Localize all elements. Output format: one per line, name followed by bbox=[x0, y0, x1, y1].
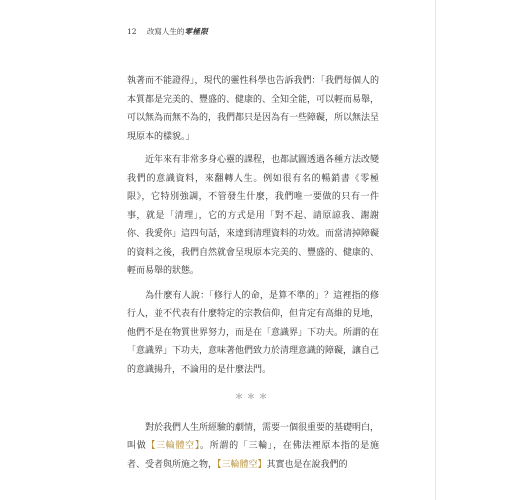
paragraph-1: 執著而不能證得」，現代的靈性科學也告訴我們：「我們每個人的本質都是完美的、豐盛的、健康的、全知全能，可以輕而易舉，可以無為而無不為的，我們都只是因為有一些障礙，所以無法呈現原本的樣貌。」 bbox=[127, 76, 380, 142]
highlight-term: 【三輪體空】 bbox=[146, 441, 201, 451]
paragraph-4-text-c: 其實也是在說我們的 bbox=[266, 459, 348, 470]
page-number: 12 bbox=[127, 27, 137, 36]
page-gutter bbox=[436, 0, 520, 500]
paragraph-4-text-b: 。所謂的「三輪」，在佛法裡原本指的是施者、受者與所施之物， bbox=[127, 441, 379, 470]
page-header bbox=[127, 27, 208, 37]
running-title-brand: 零極限 bbox=[184, 27, 209, 36]
paragraph-4 bbox=[127, 419, 379, 475]
page-body bbox=[127, 72, 379, 474]
section-separator: ＊＊＊ bbox=[235, 392, 271, 401]
running-title: 改寫人生的 bbox=[146, 27, 185, 36]
paragraph-4-text-a: 對於我們人生所經驗的劇情，需要一個很重要的基礎明白，叫做 bbox=[127, 422, 380, 451]
paragraph-3: 為什麼有人說：「修行人的命，是算不準的」？這裡指的修行人，並不代表有什麼特定的宗教信仰，但肯定有高維的見地，他們不是在物質世界努力，而是在「意識界」下功夫。所謂的在「意識界」下功夫，意味著他們致力於清理意識的障礙，讓自己的意識揚升，不論用的是什麼法門。 bbox=[127, 290, 380, 375]
highlight-term: 【三輪體空】 bbox=[217, 459, 267, 470]
paragraph-2: 近年來有非常多身心靈的課程，也都試圖透過各種方法改變我們的意識資料，來翻轉人生。例如很有名的暢銷書《零極限》，它特別強調，不管發生什麼，我們唯一要做的只有一件事，就是「清理」，它的方式是用「對不起、請原諒我、謝謝你、我愛你」這四句話，來達到清理資料的功效。而當清掉障礙的資料之後，我們自然就會呈現原本完美的、豐盛的、健康的、輕而易舉的狀態。 bbox=[127, 155, 380, 276]
